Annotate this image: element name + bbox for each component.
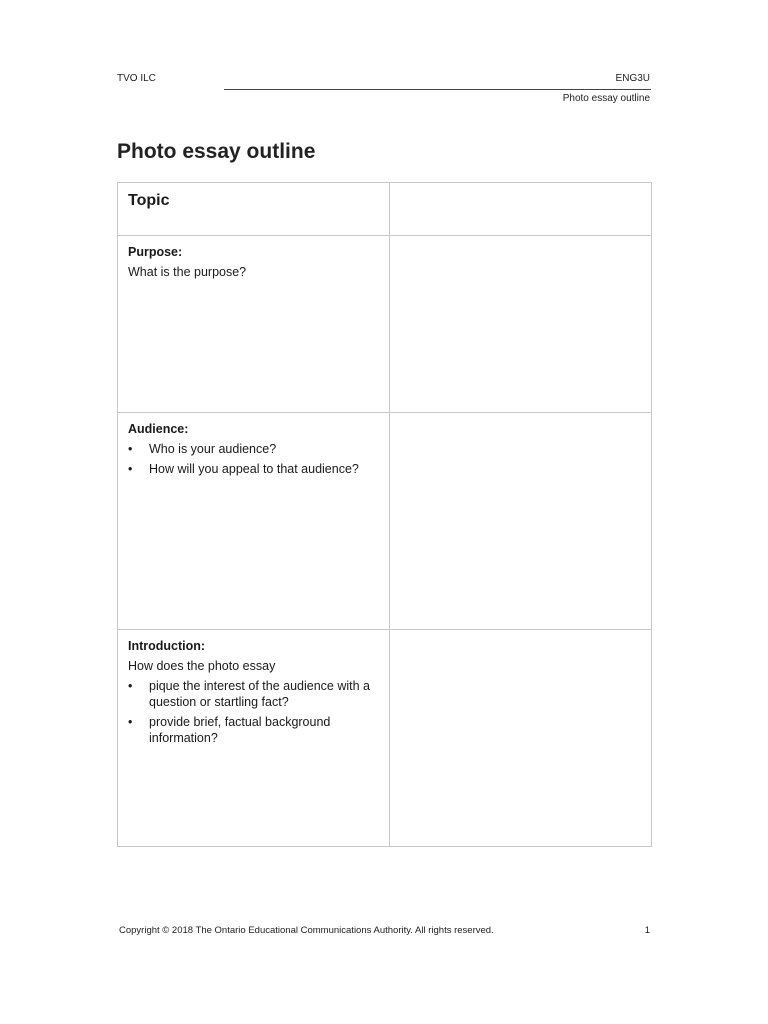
purpose-prompt-cell bbox=[118, 236, 390, 413]
introduction-point-1: pique the interest of the audience with a question or startling fact? bbox=[149, 679, 370, 709]
audience-label: Audience: bbox=[128, 422, 189, 436]
audience-question-2: How will you appeal to that audience? bbox=[149, 462, 359, 476]
purpose-question: What is the purpose? bbox=[128, 265, 247, 279]
introduction-lead-in: How does the photo essay bbox=[128, 659, 276, 673]
header-org: TVO ILC bbox=[117, 73, 156, 84]
introduction-point-2: provide brief, factual background information? bbox=[149, 715, 331, 745]
bullet-icon: • bbox=[128, 715, 133, 729]
audience-answer-cell[interactable] bbox=[389, 413, 652, 630]
header-doc-name: Photo essay outline bbox=[562, 93, 650, 104]
outline-table bbox=[117, 182, 652, 847]
audience-bullet-list bbox=[128, 441, 379, 477]
page-title: Photo essay outline bbox=[117, 140, 316, 163]
list-item bbox=[128, 714, 379, 746]
list-item bbox=[128, 461, 379, 477]
introduction-bullet-list bbox=[128, 678, 379, 746]
table-row-audience bbox=[118, 413, 652, 630]
purpose-label: Purpose: bbox=[128, 245, 183, 259]
introduction-answer-cell[interactable] bbox=[389, 630, 652, 847]
topic-answer-cell[interactable] bbox=[389, 183, 652, 236]
bullet-icon: • bbox=[128, 442, 133, 456]
introduction-prompt-cell bbox=[118, 630, 390, 847]
page-number: 1 bbox=[644, 925, 650, 936]
table-row-topic bbox=[118, 183, 652, 236]
purpose-answer-cell[interactable] bbox=[389, 236, 652, 413]
bullet-icon: • bbox=[128, 462, 133, 476]
footer-copyright: Copyright © 2018 The Ontario Educational Communications Authority. All rights reserved. bbox=[119, 925, 494, 936]
header-divider bbox=[224, 89, 651, 90]
table-row-purpose bbox=[118, 236, 652, 413]
bullet-icon: • bbox=[128, 679, 133, 693]
topic-label: Topic bbox=[128, 192, 170, 209]
introduction-label: Introduction: bbox=[128, 639, 206, 653]
list-item bbox=[128, 678, 379, 710]
list-item bbox=[128, 441, 379, 457]
table-row-introduction bbox=[118, 630, 652, 847]
header-course: ENG3U bbox=[615, 73, 650, 84]
topic-label-cell bbox=[118, 183, 390, 236]
audience-prompt-cell bbox=[118, 413, 390, 630]
audience-question-1: Who is your audience? bbox=[149, 442, 277, 456]
